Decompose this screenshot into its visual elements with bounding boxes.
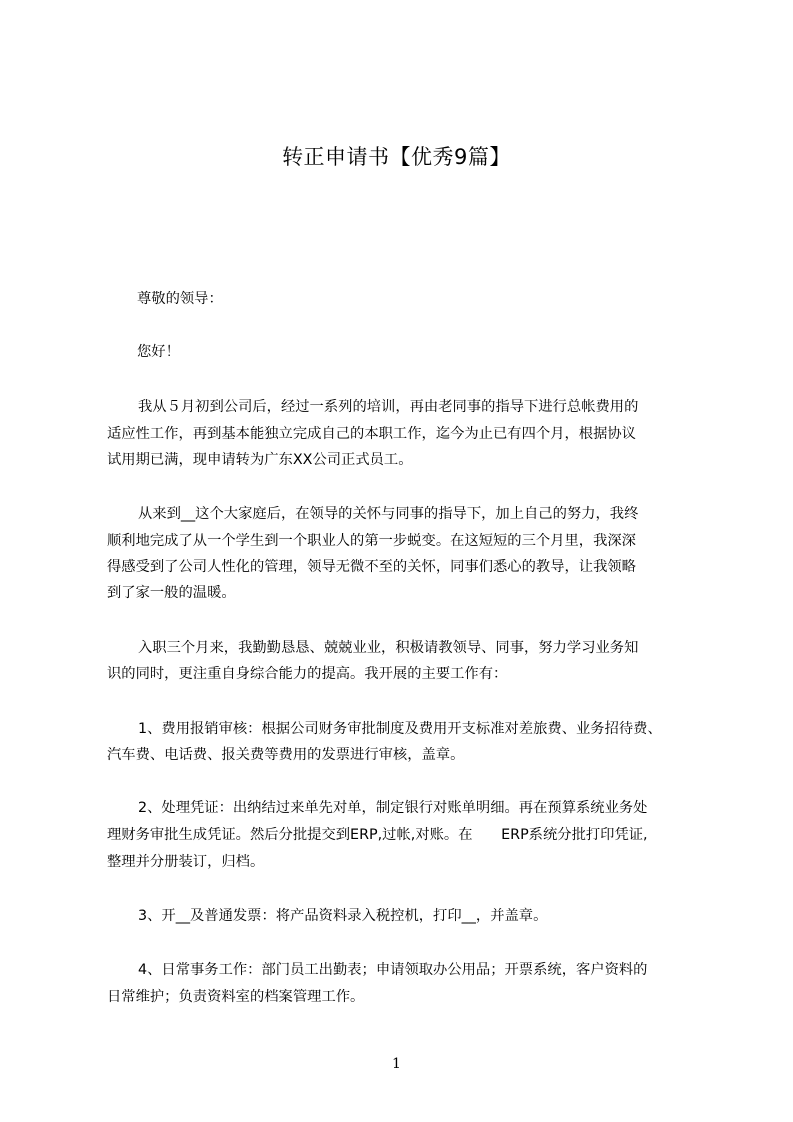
page-number: 1 <box>392 1056 401 1072</box>
paragraph-2-line-3: 得感受到了公司人性化的管理，领导无微不至的关怀，同事们悉心的教导，让我领略 <box>107 559 636 575</box>
item-2-line-2: 理财务审批生成凭证。然后分批提交到ERP,过帐,对账。在 ERP系统分批打印凭证, <box>107 827 648 843</box>
paragraph-3-line-2: 识的同时，更注重自身综合能力的提高。我开展的主要工作有： <box>107 666 508 682</box>
item-2-line-3: 整理并分册装订，归档。 <box>107 854 265 870</box>
paragraph-3-line-1: 入职三个月来，我勤勤恳恳、兢兢业业，积极请教领导、同事，努力学习业务知 <box>138 640 639 656</box>
paragraph-1-line-3: 试用期已满，现申请转为广东XX公司正式员工。 <box>107 452 413 468</box>
paragraph-2-line-1: 从来到__这个大家庭后，在领导的关怀与同事的指导下，加上自己的努力，我终 <box>138 506 639 522</box>
paragraph-1-line-1: 我从５月初到公司后，经过一系列的培训，再由老同事的指导下进行总帐费用的 <box>138 399 639 415</box>
salutation: 尊敬的领导： <box>137 291 223 307</box>
paragraph-1-line-2: 适应性工作，再到基本能独立完成自己的本职工作，迄今为止已有四个月，根据协议 <box>107 426 636 442</box>
greeting: 您好！ <box>137 344 180 360</box>
item-4-line-2: 日常维护；负责资料室的档案管理工作。 <box>107 989 365 1005</box>
item-3-line-1: 3、开__及普通发票：将产品资料录入税控机，打印__，并盖章。 <box>138 908 548 924</box>
item-1-line-2: 汽车费、电话费、报关费等费用的发票进行审核，盖章。 <box>107 747 465 763</box>
item-2-line-1: 2、处理凭证：出纳结过来单先对单，制定银行对账单明细。再在预算系统业务处 <box>138 800 648 816</box>
item-1-line-1: 1、费用报销审核：根据公司财务审批制度及费用开支标准对差旅费、业务招待费、 <box>138 721 662 737</box>
document-title: 转正申请书【优秀9篇】 <box>282 145 511 169</box>
paragraph-2-line-2: 顺利地完成了从一个学生到一个职业人的第一步蜕变。在这短短的三个月里，我深深 <box>107 533 636 549</box>
paragraph-2-line-4: 到了家一般的温暖。 <box>107 585 236 601</box>
item-4-line-1: 4、日常事务工作：部门员工出勤表；申请领取办公用品；开票系统，客户资料的 <box>138 962 648 978</box>
